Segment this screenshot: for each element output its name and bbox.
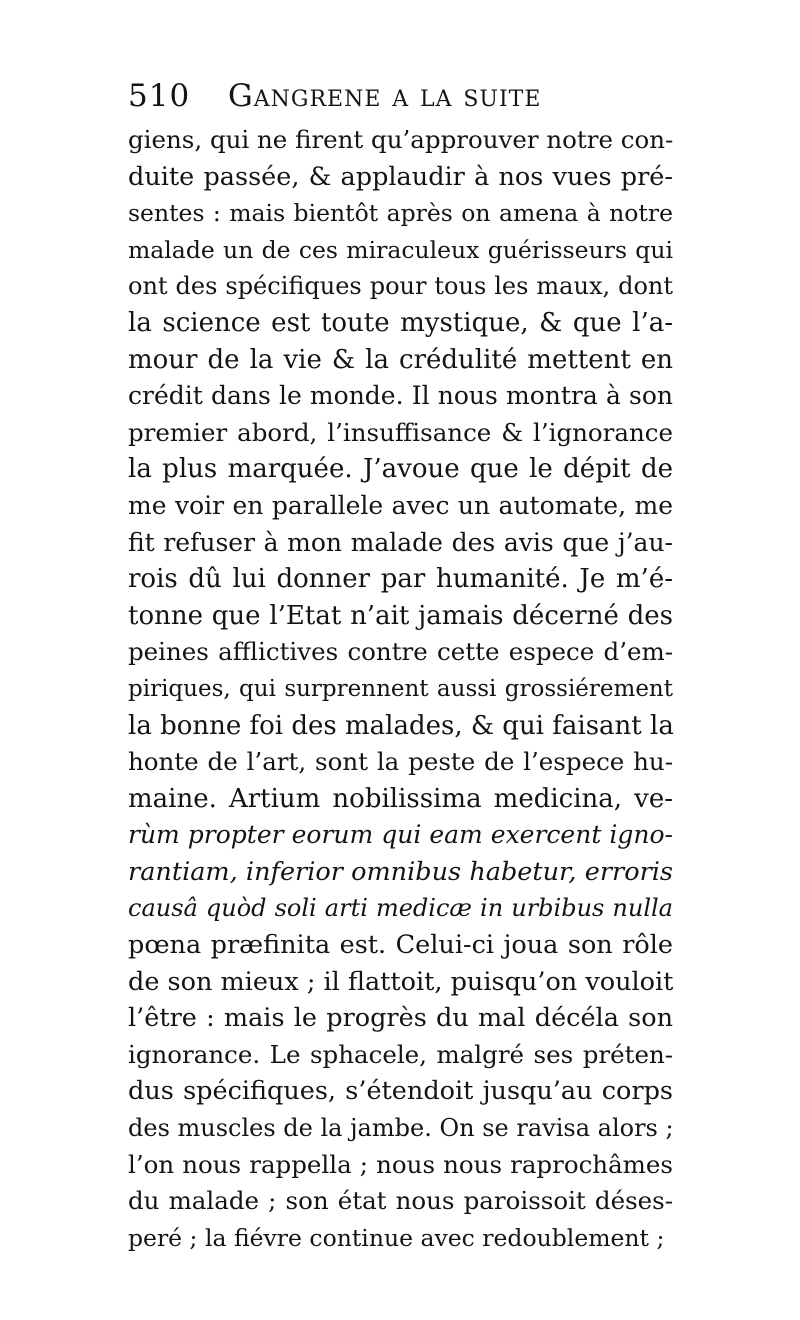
text-line: rois dû lui donner par humanité. Je m’é- bbox=[128, 564, 673, 595]
running-head: Gangrene a la suite bbox=[228, 78, 542, 114]
text-line: mour de la vie & la crédulité mettent en bbox=[128, 344, 673, 375]
text-line: ignorance. Le sphacele, malgré ses préten- bbox=[128, 1039, 673, 1069]
text-line: la science est toute mystique, & que l’a- bbox=[128, 307, 673, 338]
text-line: maine. Artium nobilissima medicina, ve- bbox=[128, 783, 673, 814]
text-line: l’on nous rappella ; nous nous raprochâmes bbox=[128, 1149, 673, 1179]
text-line: piriques, qui surprennent aussi grossiérement bbox=[128, 675, 673, 702]
text-line: premier abord, l’insuffisance & l’ignorance bbox=[128, 417, 673, 447]
text-line: rantiam, inferior omnibus habetur, erroris bbox=[128, 856, 673, 887]
text-line: des muscles de la jambe. On se ravisa alors ; bbox=[128, 1114, 674, 1143]
text-line: la bonne foi des malades, & qui faisant la bbox=[128, 710, 674, 741]
text-line: honte de l’art, sont la peste de l’espece hu- bbox=[128, 747, 673, 777]
body-text bbox=[128, 122, 673, 1256]
text-line: causâ quòd soli arti medicæ in urbibus nulla bbox=[128, 894, 673, 923]
text-line: malade un de ces miraculeux guérisseurs qui bbox=[128, 235, 673, 264]
text-line: crédit dans le monde. Il nous montra à son bbox=[128, 381, 673, 411]
text-line: fit refuser à mon malade des avis que j’au- bbox=[128, 527, 673, 557]
text-line: sentes : mais bientôt après on amena à notre bbox=[128, 199, 673, 228]
text-line: giens, qui ne firent qu’approuver notre con- bbox=[128, 125, 674, 154]
page-number: 510 bbox=[128, 78, 191, 114]
text-line: duite passée, & applaudir à nos vues pré- bbox=[128, 161, 673, 192]
text-line: l’être : mais le progrès du mal décéla son bbox=[128, 1003, 673, 1034]
page-header bbox=[128, 78, 688, 122]
text-line: me voir en parallele avec un automate, me bbox=[128, 490, 673, 520]
text-line: la plus marquée. J’avoue que le dépit de bbox=[128, 454, 673, 485]
text-line: tonne que l’Etat n’ait jamais décerné des bbox=[128, 600, 673, 631]
text-line: pœna præfinita est. Celui-ci joua son rôle bbox=[128, 930, 673, 961]
text-line: du malade ; son état nous paroissoit déses- bbox=[128, 1186, 673, 1216]
text-line: dus spécifiques, s’étendoit jusqu’au corps bbox=[128, 1076, 673, 1107]
text-line: peines afflictives contre cette espece d’em- bbox=[128, 637, 673, 667]
text-line: rùm propter eorum qui eam exercent igno- bbox=[128, 820, 673, 850]
text-line: de son mieux ; il flattoit, puisqu’on vouloit bbox=[128, 966, 674, 997]
text-line: ont des spécifiques pour tous les maux, dont bbox=[128, 272, 673, 301]
text-line: peré ; la fiévre continue avec redoublement ; bbox=[128, 1223, 665, 1252]
